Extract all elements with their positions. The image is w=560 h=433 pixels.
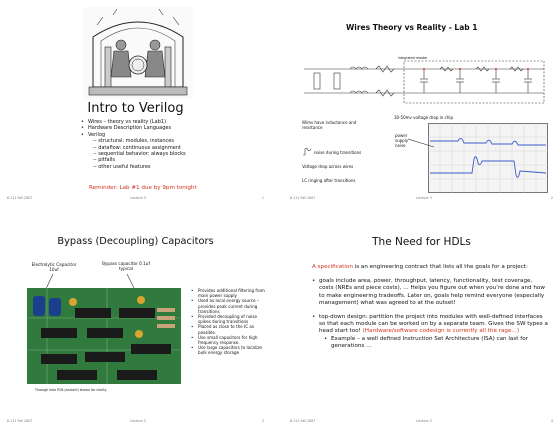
codesign-note: (Hardware/software codesign is currently all the rage…): [362, 328, 520, 335]
specification-paragraph: [312, 264, 548, 271]
noise-label: noise during transitions: [314, 150, 362, 155]
bullet-item: • Wires – theory vs reality (Lab1): [81, 119, 266, 125]
slide-1: [3, 3, 268, 207]
bullet-item: • Hardware Description Languages: [81, 125, 266, 131]
footer-page-number: 4: [550, 419, 553, 423]
integrated-resistor-label: integrated resistor: [398, 56, 428, 60]
arrow-icon: [408, 137, 438, 151]
bullet-item: • Provided decoupling of noise spikes during transitions: [191, 314, 265, 324]
sub-item: -- structural: modules, instances: [93, 138, 174, 145]
bullet-item: [312, 314, 548, 336]
bullet-text: top-down design: partition the project into modules with well-defined interfaces so that each module can be worked on by a separate team. Gives the SW types a head start too!: [319, 314, 548, 335]
footer-page-number: 3: [261, 419, 264, 423]
label-line: supply: [395, 138, 409, 143]
slide-body: [312, 264, 548, 350]
sub-item: -- pitfalls: [93, 157, 115, 164]
footer-page-number: 2: [550, 196, 553, 200]
lc-ringing-label: LC ringing after transitions: [302, 178, 356, 183]
footer-lecture: Lecture 3: [130, 196, 146, 200]
woodcut-illustration: [83, 7, 193, 99]
voltage-drop-label: 30-50mv voltage drop in chip: [394, 115, 454, 120]
pcb-photo: [27, 288, 181, 384]
footer-course: 6.111 Fall 2007: [290, 196, 316, 200]
slide-title: Bypass (Decoupling) Capacitors: [57, 236, 214, 247]
slide-body: [191, 288, 265, 356]
sub-item: -- other useful features: [93, 163, 151, 170]
bullet-item: • goals include area, power, throughput, latency, functionality, test coverage, costs (NREs and piece costs), … Helps you figure out when you’re done and how to make engineering tradeoffs. Later on, goals help remind everyone (especially management) what was agreed to at the outset!: [312, 278, 548, 307]
specification-term: A specification: [312, 264, 353, 270]
slide-4: [286, 224, 557, 430]
slide-footer: [7, 419, 264, 427]
sub-item: -- sequential behavior: always blocks: [93, 151, 186, 158]
slide-footer: [7, 196, 264, 204]
bullet-item: • Provides additional filtering from main power supply: [191, 288, 265, 298]
footer-course: 6.111 Fall 2007: [290, 419, 316, 423]
photo-caption: Through hole PCB (ancient) shown for clarity.: [35, 388, 107, 392]
voltage-drop-note: Voltage drop across wires: [302, 164, 354, 169]
inductance-note: Wires have inductance and resistance: [302, 120, 357, 130]
circuit-schematic: [300, 55, 550, 113]
slide-title: Wires Theory vs Reality - Lab 1: [346, 23, 478, 32]
slide-3: [3, 224, 268, 430]
bullet-item: • Verilog: [81, 132, 266, 138]
bullet-item: • Use small capacitors for high frequency response.: [191, 335, 265, 345]
label-line: power: [395, 133, 408, 138]
slide-title: Intro to Verilog: [87, 101, 184, 116]
sub-item: -- dataflow: continuous assignment: [93, 144, 181, 151]
slide-title: The Need for HDLs: [372, 236, 471, 248]
specification-text: is an engineering contract that lists all the goals for a project:: [352, 264, 528, 270]
footer-lecture: Lecture 3: [416, 419, 432, 423]
oscilloscope-trace: [428, 123, 548, 193]
bullet-item: • Use large capacitors to localize bulk energy storage: [191, 345, 265, 355]
slide-2: [286, 3, 557, 207]
bullet-item: • Placed as close to the IC as possible.: [191, 324, 265, 334]
footer-page-number: 1: [261, 196, 264, 200]
footer-course: 6.111 Fall 2007: [7, 419, 33, 423]
sub-bullet-item: • Example – a well defined Instruction Set Architecture (ISA) can last for generations …: [324, 336, 548, 350]
footer-lecture: Lecture 3: [130, 419, 146, 423]
bullet-item: • Used as local energy source – provides peak current during transitions: [191, 298, 265, 314]
power-supply-noise-label: [395, 133, 408, 148]
footer-course: 6.111 Fall 2007: [7, 196, 33, 200]
footer-lecture: Lecture 3: [416, 196, 432, 200]
slide-footer: [290, 196, 553, 204]
electrolytic-capacitor-label: Electrolytic Capacitor 10uf: [31, 262, 77, 272]
noise-waveform-sketch: [302, 147, 312, 157]
slide-footer: [290, 419, 553, 427]
label-line: noise: [395, 143, 406, 148]
slide-body: [81, 119, 266, 170]
bypass-capacitor-label: Bypass capacitor 0.1uf typical: [102, 261, 150, 271]
reminder-text: Reminder: Lab #1 due by 9pm tonight: [89, 185, 197, 191]
